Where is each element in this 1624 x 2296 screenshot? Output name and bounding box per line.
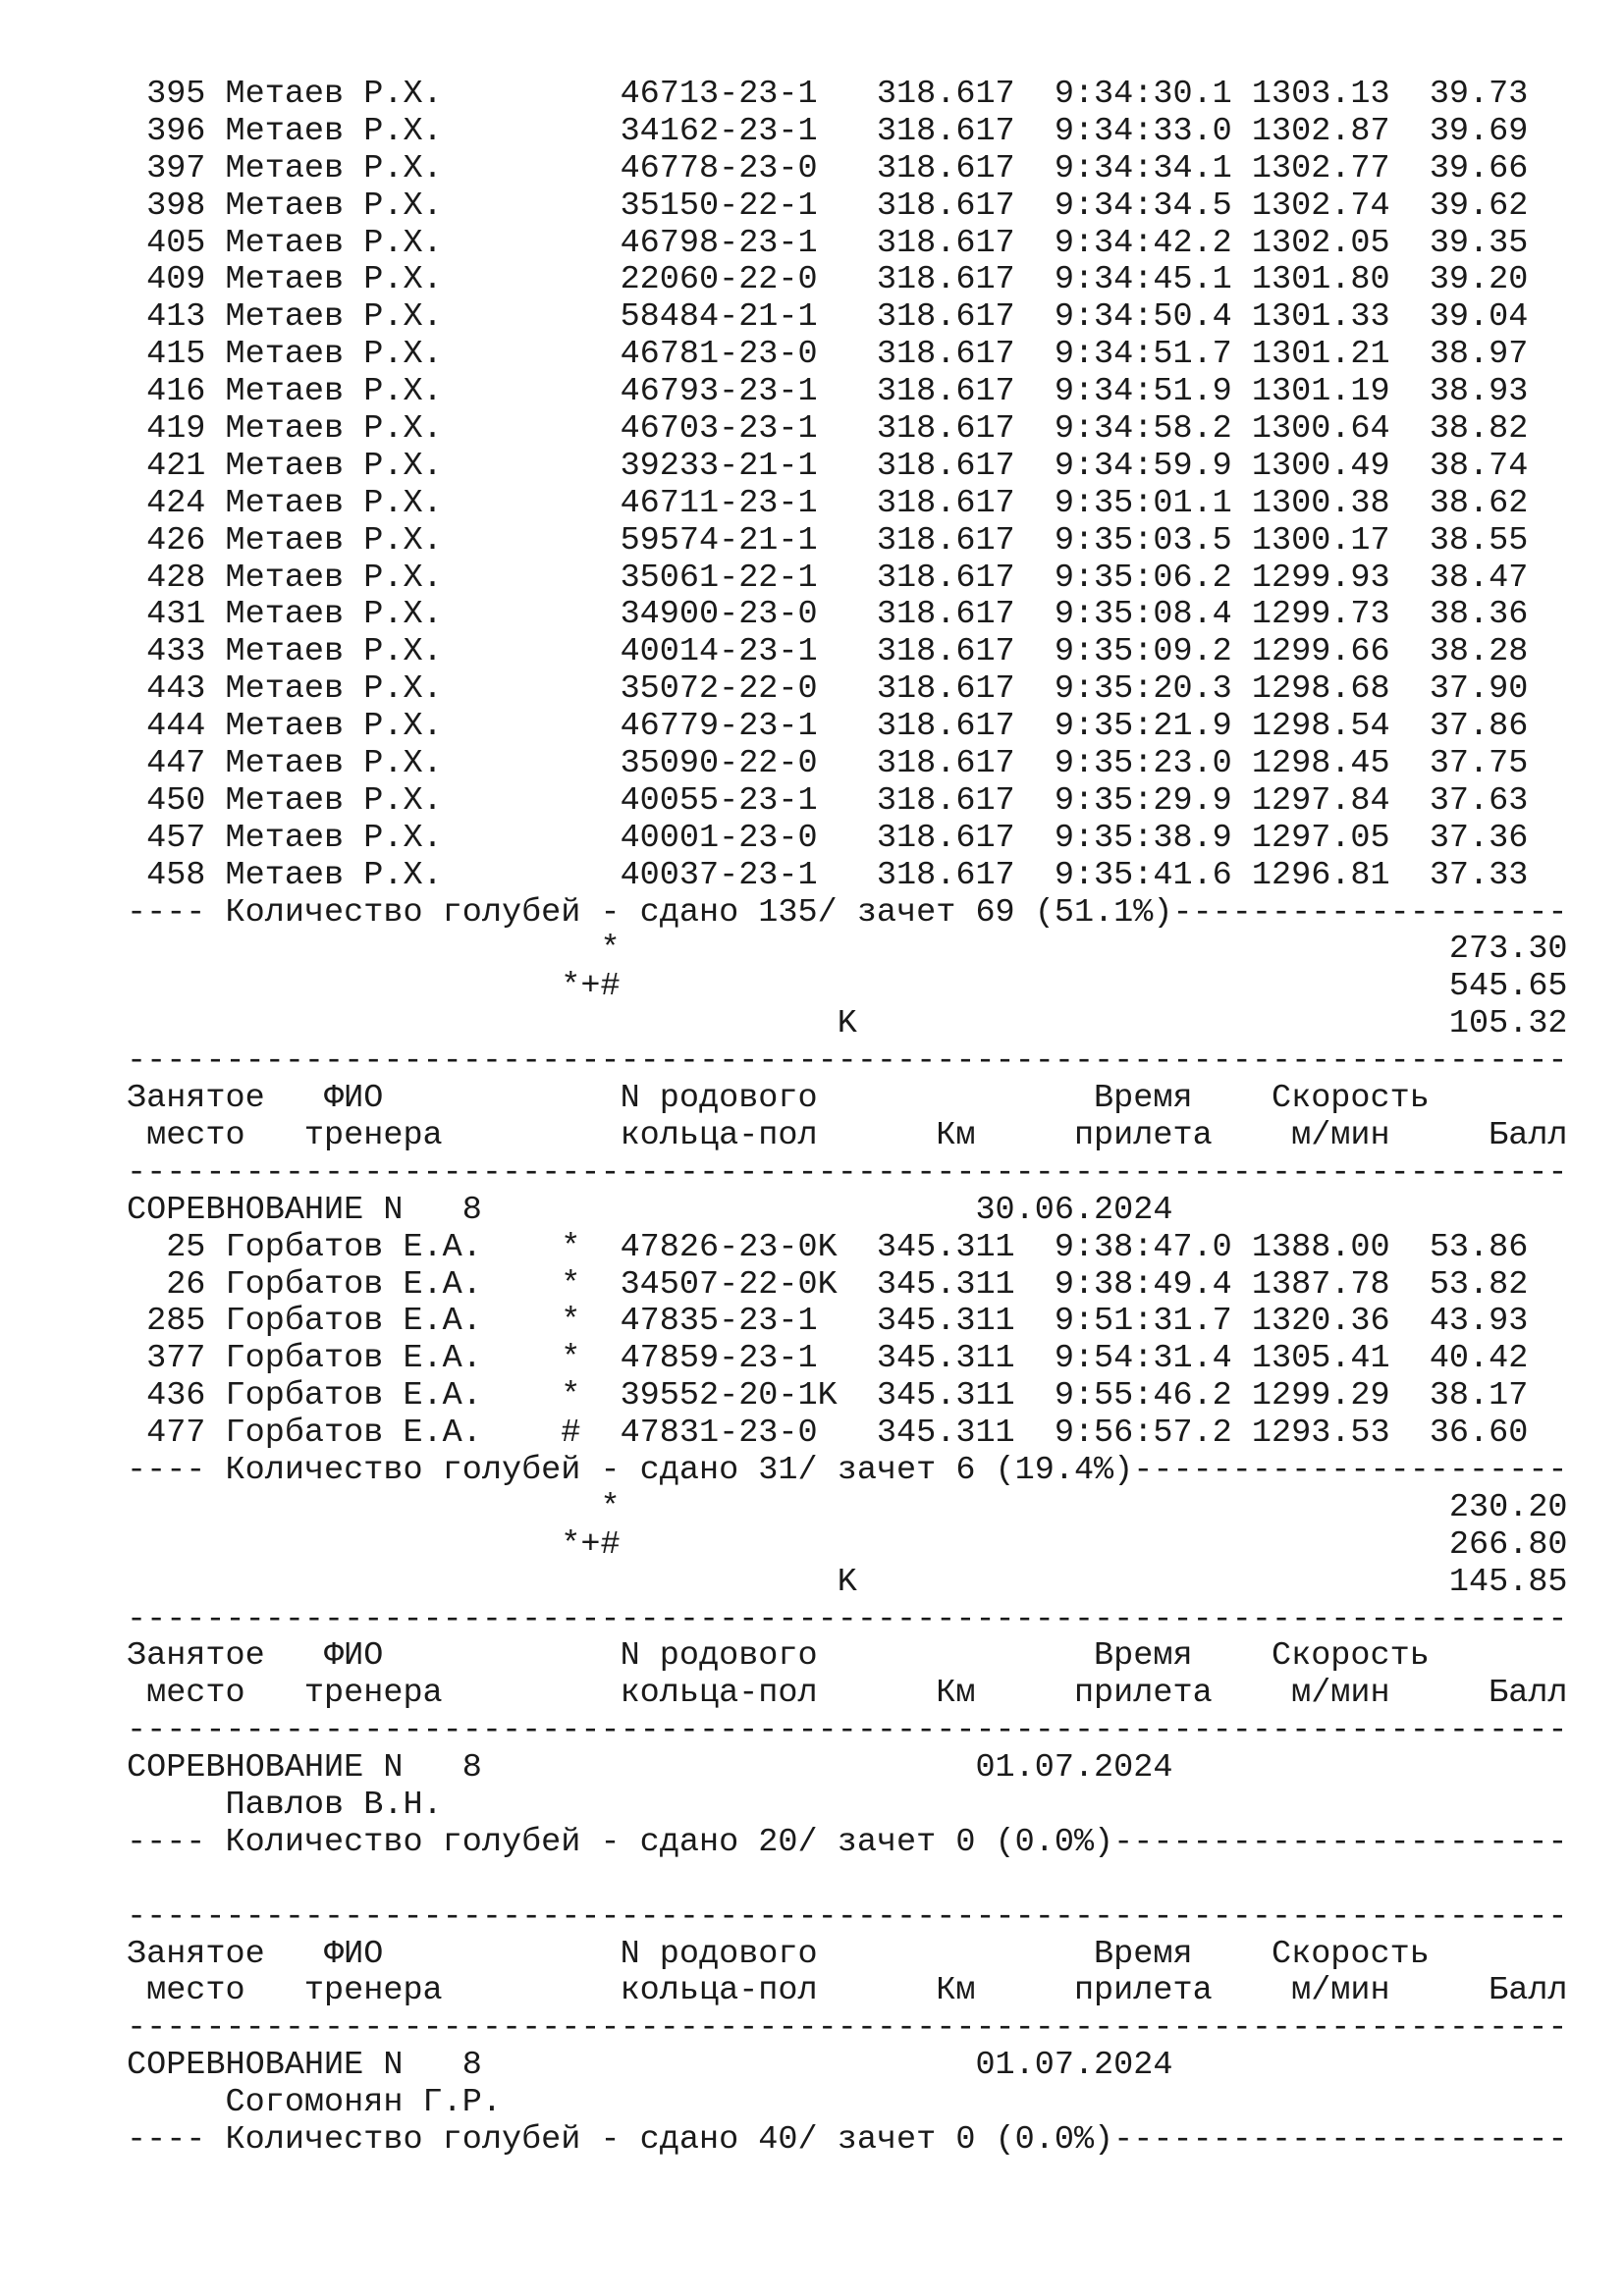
result-row: 447 Метаев Р.Х. 35090-22-0 318.617 9:35:23.0 1298.45 37.75	[127, 745, 1529, 783]
result-row: 285 Горбатов Е.А. * 47835-23-1 345.311 9:51:31.7 1320.36 43.93	[127, 1303, 1529, 1341]
result-row: 450 Метаев Р.Х. 40055-23-1 318.617 9:35:29.9 1297.84 37.63	[127, 781, 1529, 820]
separator-rule: -------------------------------------------------------------------------	[127, 1042, 1568, 1081]
separator-rule: -------------------------------------------------------------------------	[127, 1153, 1568, 1192]
result-row: 416 Метаев Р.Х. 46793-23-1 318.617 9:34:51.9 1301.19 38.93	[127, 373, 1529, 411]
competition-title: СОРЕВНОВАНИЕ N 8 01.07.2024	[127, 1749, 1173, 1788]
trainer-name: Павлов В.Н.	[127, 1786, 443, 1824]
result-row: 377 Горбатов Е.А. * 47859-23-1 345.311 9:54:31.4 1305.41 40.42	[127, 1340, 1529, 1378]
summary-line: ---- Количество голубей - сдано 135/ зачет 69 (51.1%)--------------------	[127, 893, 1568, 932]
result-row: 457 Метаев Р.Х. 40001-23-0 318.617 9:35:38.9 1297.05 37.36	[127, 819, 1529, 857]
results-sheet	[127, 76, 1568, 2160]
total-line: *+# 545.65	[127, 968, 1568, 1006]
total-line: K 145.85	[127, 1563, 1568, 1601]
result-row: 395 Метаев Р.Х. 46713-23-1 318.617 9:34:30.1 1303.13 39.73	[127, 76, 1529, 113]
result-row: 444 Метаев Р.Х. 46779-23-1 318.617 9:35:21.9 1298.54 37.86	[127, 708, 1529, 746]
summary-line: ---- Количество голубей - сдано 40/ зачет 0 (0.0%)-----------------------	[127, 2120, 1568, 2159]
result-row: 443 Метаев Р.Х. 35072-22-0 318.617 9:35:20.3 1298.68 37.90	[127, 670, 1529, 709]
result-row: 415 Метаев Р.Х. 46781-23-0 318.617 9:34:51.7 1301.21 38.97	[127, 336, 1529, 374]
column-header-row-2: место тренера кольца-пол Км прилета м/мин Балл	[127, 1972, 1568, 2010]
total-line: * 230.20	[127, 1488, 1568, 1526]
result-row: 426 Метаев Р.Х. 59574-21-1 318.617 9:35:03.5 1300.17 38.55	[127, 521, 1529, 560]
result-row: 424 Метаев Р.Х. 46711-23-1 318.617 9:35:01.1 1300.38 38.62	[127, 484, 1529, 522]
result-row: 477 Горбатов Е.А. # 47831-23-0 345.311 9:56:57.2 1293.53 36.60	[127, 1415, 1529, 1453]
result-row: 25 Горбатов Е.А. * 47826-23-0K 345.311 9:38:47.0 1388.00 53.86	[127, 1228, 1529, 1266]
result-row: 419 Метаев Р.Х. 46703-23-1 318.617 9:34:58.2 1300.64 38.82	[127, 410, 1529, 449]
result-row: 26 Горбатов Е.А. * 34507-22-0K 345.311 9:38:49.4 1387.78 53.82	[127, 1265, 1529, 1304]
competition-title: СОРЕВНОВАНИЕ N 8 30.06.2024	[127, 1191, 1173, 1229]
result-row: 413 Метаев Р.Х. 58484-21-1 318.617 9:34:50.4 1301.33 39.04	[127, 298, 1529, 337]
result-row: 397 Метаев Р.Х. 46778-23-0 318.617 9:34:34.1 1302.77 39.66	[127, 149, 1529, 187]
column-header-row-2: место тренера кольца-пол Км прилета м/мин Балл	[127, 1675, 1568, 1713]
column-header-row-1: Занятое ФИО N родового Время Скорость	[127, 1080, 1430, 1118]
column-header-row-1: Занятое ФИО N родового Время Скорость	[127, 1935, 1430, 1973]
separator-rule: -------------------------------------------------------------------------	[127, 2009, 1568, 2048]
column-header-row-1: Занятое ФИО N родового Время Скорость	[127, 1637, 1430, 1676]
result-row: 421 Метаев Р.Х. 39233-21-1 318.617 9:34:59.9 1300.49 38.74	[127, 447, 1529, 485]
total-line: K 105.32	[127, 1005, 1568, 1043]
summary-line: ---- Количество голубей - сдано 31/ зачет 6 (19.4%)----------------------	[127, 1451, 1568, 1489]
column-header-row-2: место тренера кольца-пол Км прилета м/мин Балл	[127, 1116, 1568, 1154]
result-row: 409 Метаев Р.Х. 22060-22-0 318.617 9:34:45.1 1301.80 39.20	[127, 261, 1529, 299]
result-row: 405 Метаев Р.Х. 46798-23-1 318.617 9:34:42.2 1302.05 39.35	[127, 224, 1529, 262]
result-row: 398 Метаев Р.Х. 35150-22-1 318.617 9:34:34.5 1302.74 39.62	[127, 187, 1529, 225]
result-row: 436 Горбатов Е.А. * 39552-20-1K 345.311 9:55:46.2 1299.29 38.17	[127, 1377, 1529, 1415]
separator-rule: -------------------------------------------------------------------------	[127, 1712, 1568, 1750]
separator-rule: -------------------------------------------------------------------------	[127, 1600, 1568, 1638]
summary-line: ---- Количество голубей - сдано 20/ зачет 0 (0.0%)-----------------------	[127, 1823, 1568, 1861]
total-line: *+# 266.80	[127, 1525, 1568, 1564]
result-row: 431 Метаев Р.Х. 34900-23-0 318.617 9:35:08.4 1299.73 38.36	[127, 596, 1529, 634]
separator-rule: -------------------------------------------------------------------------	[127, 1897, 1568, 1936]
total-line: * 273.30	[127, 931, 1568, 969]
competition-title: СОРЕВНОВАНИЕ N 8 01.07.2024	[127, 2047, 1173, 2085]
trainer-name: Согомонян Г.Р.	[127, 2084, 502, 2122]
result-row: 458 Метаев Р.Х. 40037-23-1 318.617 9:35:41.6 1296.81 37.33	[127, 856, 1529, 894]
result-row: 433 Метаев Р.Х. 40014-23-1 318.617 9:35:09.2 1299.66 38.28	[127, 633, 1529, 671]
result-row: 396 Метаев Р.Х. 34162-23-1 318.617 9:34:33.0 1302.87 39.69	[127, 112, 1529, 150]
result-row: 428 Метаев Р.Х. 35061-22-1 318.617 9:35:06.2 1299.93 38.47	[127, 559, 1529, 597]
blank-line	[127, 1862, 1560, 1899]
